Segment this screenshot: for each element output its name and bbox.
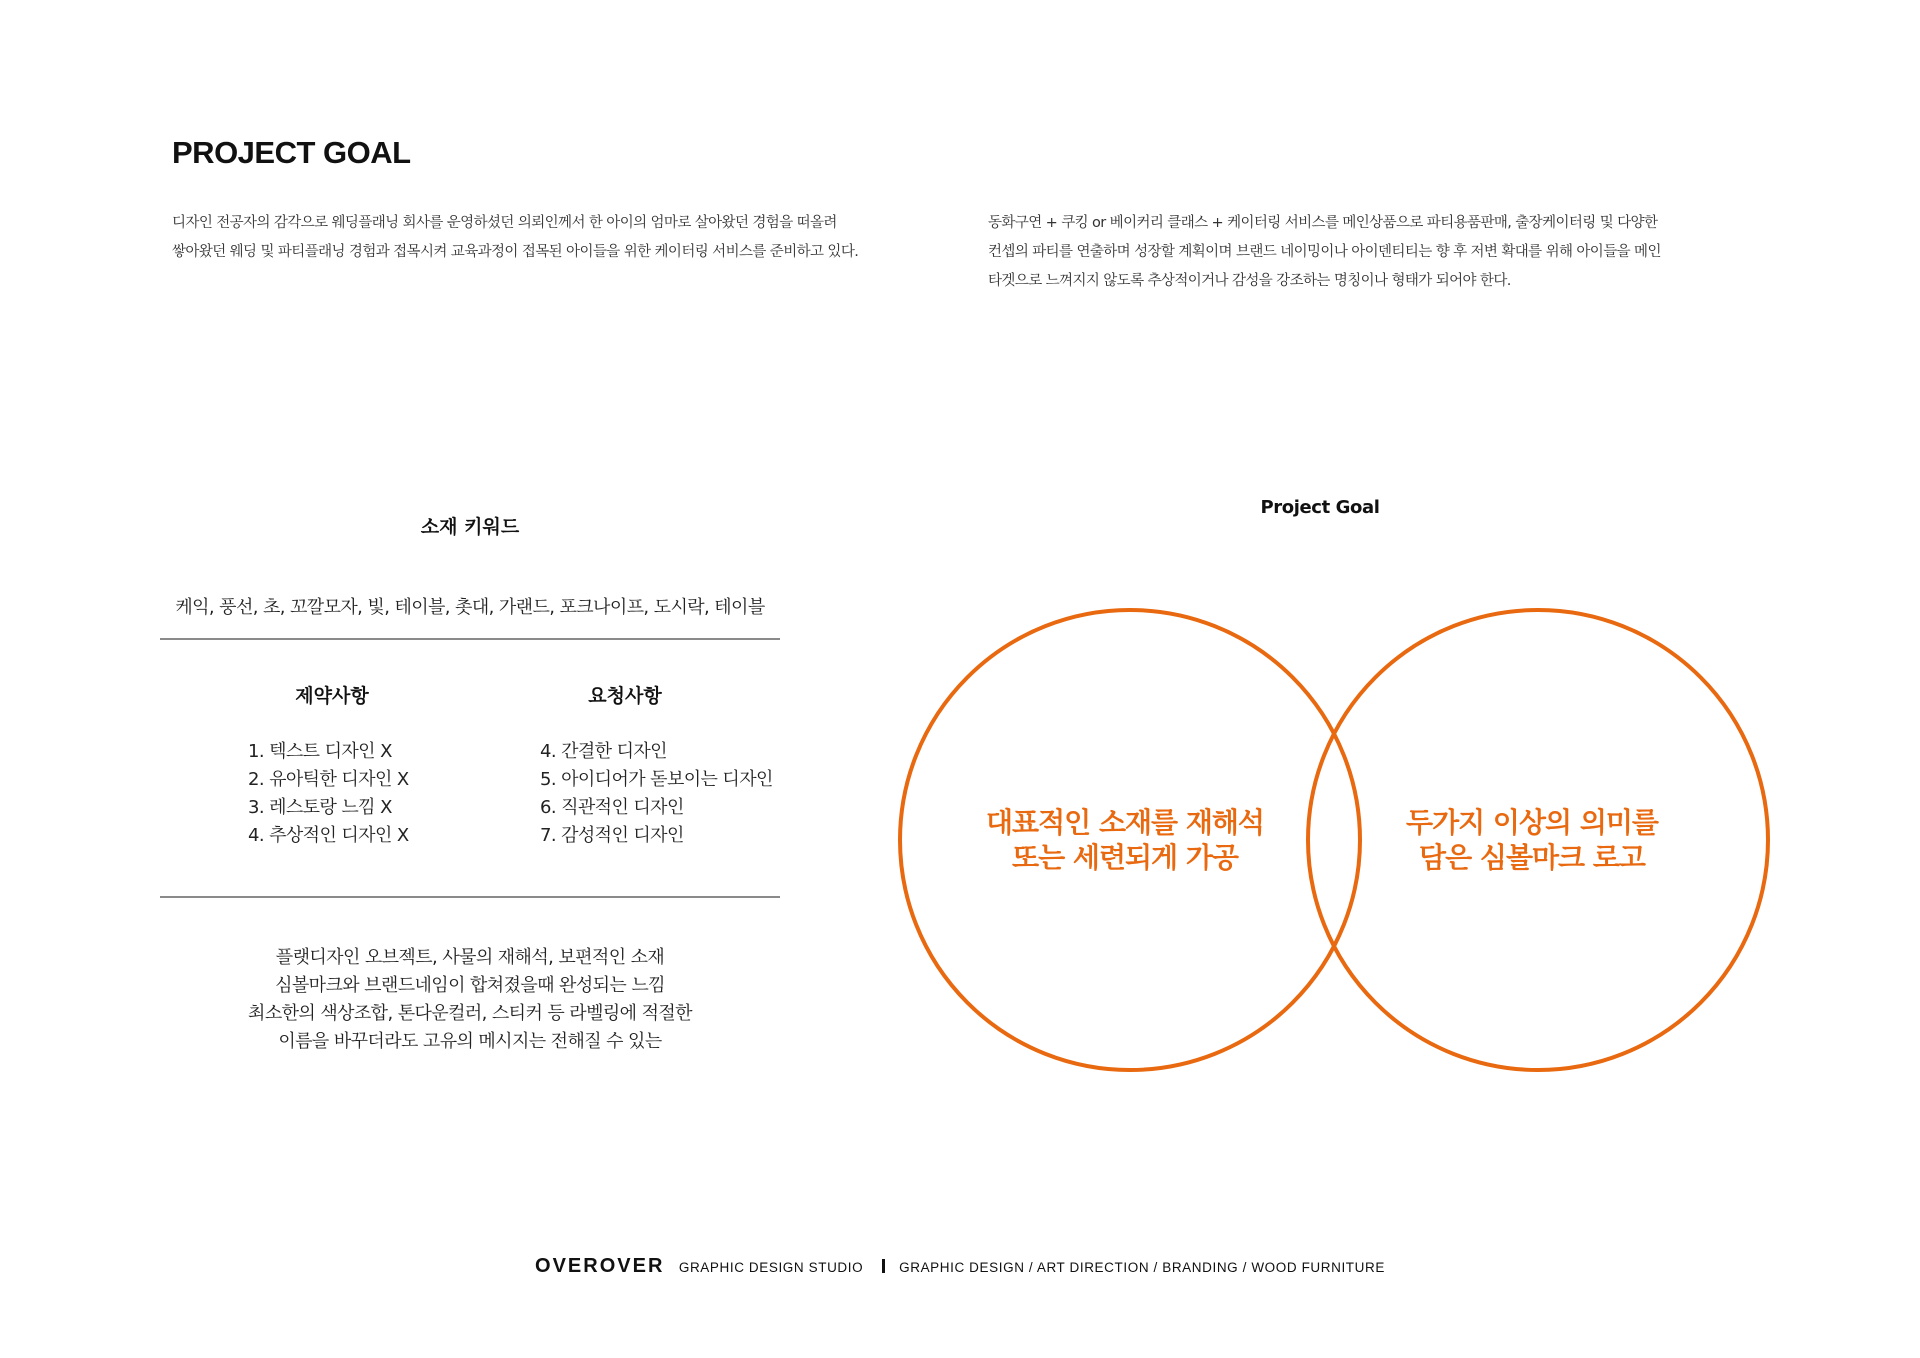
footer-separator — [882, 1259, 885, 1273]
description-line: 플랫디자인 오브젝트, 사물의 재해석, 보편적인 소재 — [275, 947, 665, 968]
divider — [160, 896, 780, 898]
list-item: 2. 유아틱한 디자인 X — [248, 769, 409, 790]
circle-label-line: 대표적인 소재를 재해석 — [986, 806, 1264, 839]
divider — [160, 638, 780, 640]
intro-right-line: 컨셉의 파티를 연출하며 성장할 계획이며 브랜드 네이밍이나 아이덴티티는 향 후 저변 확대를 위해 아이들을 메인 — [988, 244, 1661, 260]
footer — [0, 1255, 1920, 1278]
services-label: GRAPHIC DESIGN / ART DIRECTION / BRANDING / WOOD FURNITURE — [899, 1260, 1385, 1275]
description-line: 심볼마크와 브랜드네임이 합쳐졌을때 완성되는 느낌 — [275, 975, 665, 996]
constraints-list — [248, 738, 409, 850]
circle-label-line: 또는 세련되게 가공 — [1012, 841, 1238, 874]
keywords-heading: 소재 키워드 — [420, 516, 520, 538]
keywords-list: 케익, 풍선, 초, 꼬깔모자, 빛, 테이블, 촛대, 가랜드, 포크나이프, 도시락, 테이블 — [175, 597, 765, 618]
list-item: 6. 직관적인 디자인 — [540, 797, 684, 818]
intro-left-line: 디자인 전공자의 감각으로 웨딩플래닝 회사를 운영하셨던 의뢰인께서 한 아이의 엄마로 살아왔던 경험을 떠올려 — [172, 215, 837, 231]
page-title: PROJECT GOAL — [172, 135, 411, 170]
studio-label: GRAPHIC DESIGN STUDIO — [678, 1260, 864, 1275]
design-description — [160, 944, 780, 1056]
brand-logo: OVEROVER — [535, 1255, 665, 1277]
requests-heading: 요청사항 — [588, 685, 662, 707]
circle-label-line: 두가지 이상의 의미를 — [1406, 806, 1658, 839]
list-item: 4. 간결한 디자인 — [540, 741, 667, 762]
list-item: 3. 레스토랑 느낌 X — [248, 797, 392, 818]
intro-right-line: 타겟으로 느껴지지 않도록 추상적이거나 감성을 강조하는 명칭이나 형태가 되어야 한다. — [988, 273, 1511, 289]
constraints-heading: 제약사항 — [295, 685, 369, 707]
list-item: 1. 텍스트 디자인 X — [248, 741, 392, 762]
requests-list — [540, 738, 773, 850]
intro-right-line: 동화구연 + 쿠킹 or 베이커리 클래스 + 케이터링 서비스를 메인상품으로 파티용품판매, 출장케이터링 및 다양한 — [988, 215, 1658, 231]
circle-label-line: 담은 심볼마크 로고 — [1419, 841, 1645, 874]
intro-right-paragraph — [988, 209, 1728, 296]
left-circle-label — [960, 805, 1290, 875]
description-line: 최소한의 색상조합, 톤다운컬러, 스티커 등 라벨링에 적절한 — [248, 1003, 692, 1024]
right-circle-label — [1367, 805, 1697, 875]
intro-left-paragraph — [172, 209, 912, 267]
list-item: 4. 추상적인 디자인 X — [248, 825, 409, 846]
list-item: 7. 감성적인 디자인 — [540, 825, 684, 846]
description-line: 이름을 바꾸더라도 고유의 메시지는 전해질 수 있는 — [278, 1031, 662, 1052]
list-item: 5. 아이디어가 돋보이는 디자인 — [540, 769, 773, 790]
project-goal-heading: Project Goal — [1260, 497, 1380, 518]
intro-left-line: 쌓아왔던 웨딩 및 파티플래닝 경험과 접목시켜 교육과정이 접목된 아이들을 위한 케이터링 서비스를 준비하고 있다. — [172, 244, 859, 260]
